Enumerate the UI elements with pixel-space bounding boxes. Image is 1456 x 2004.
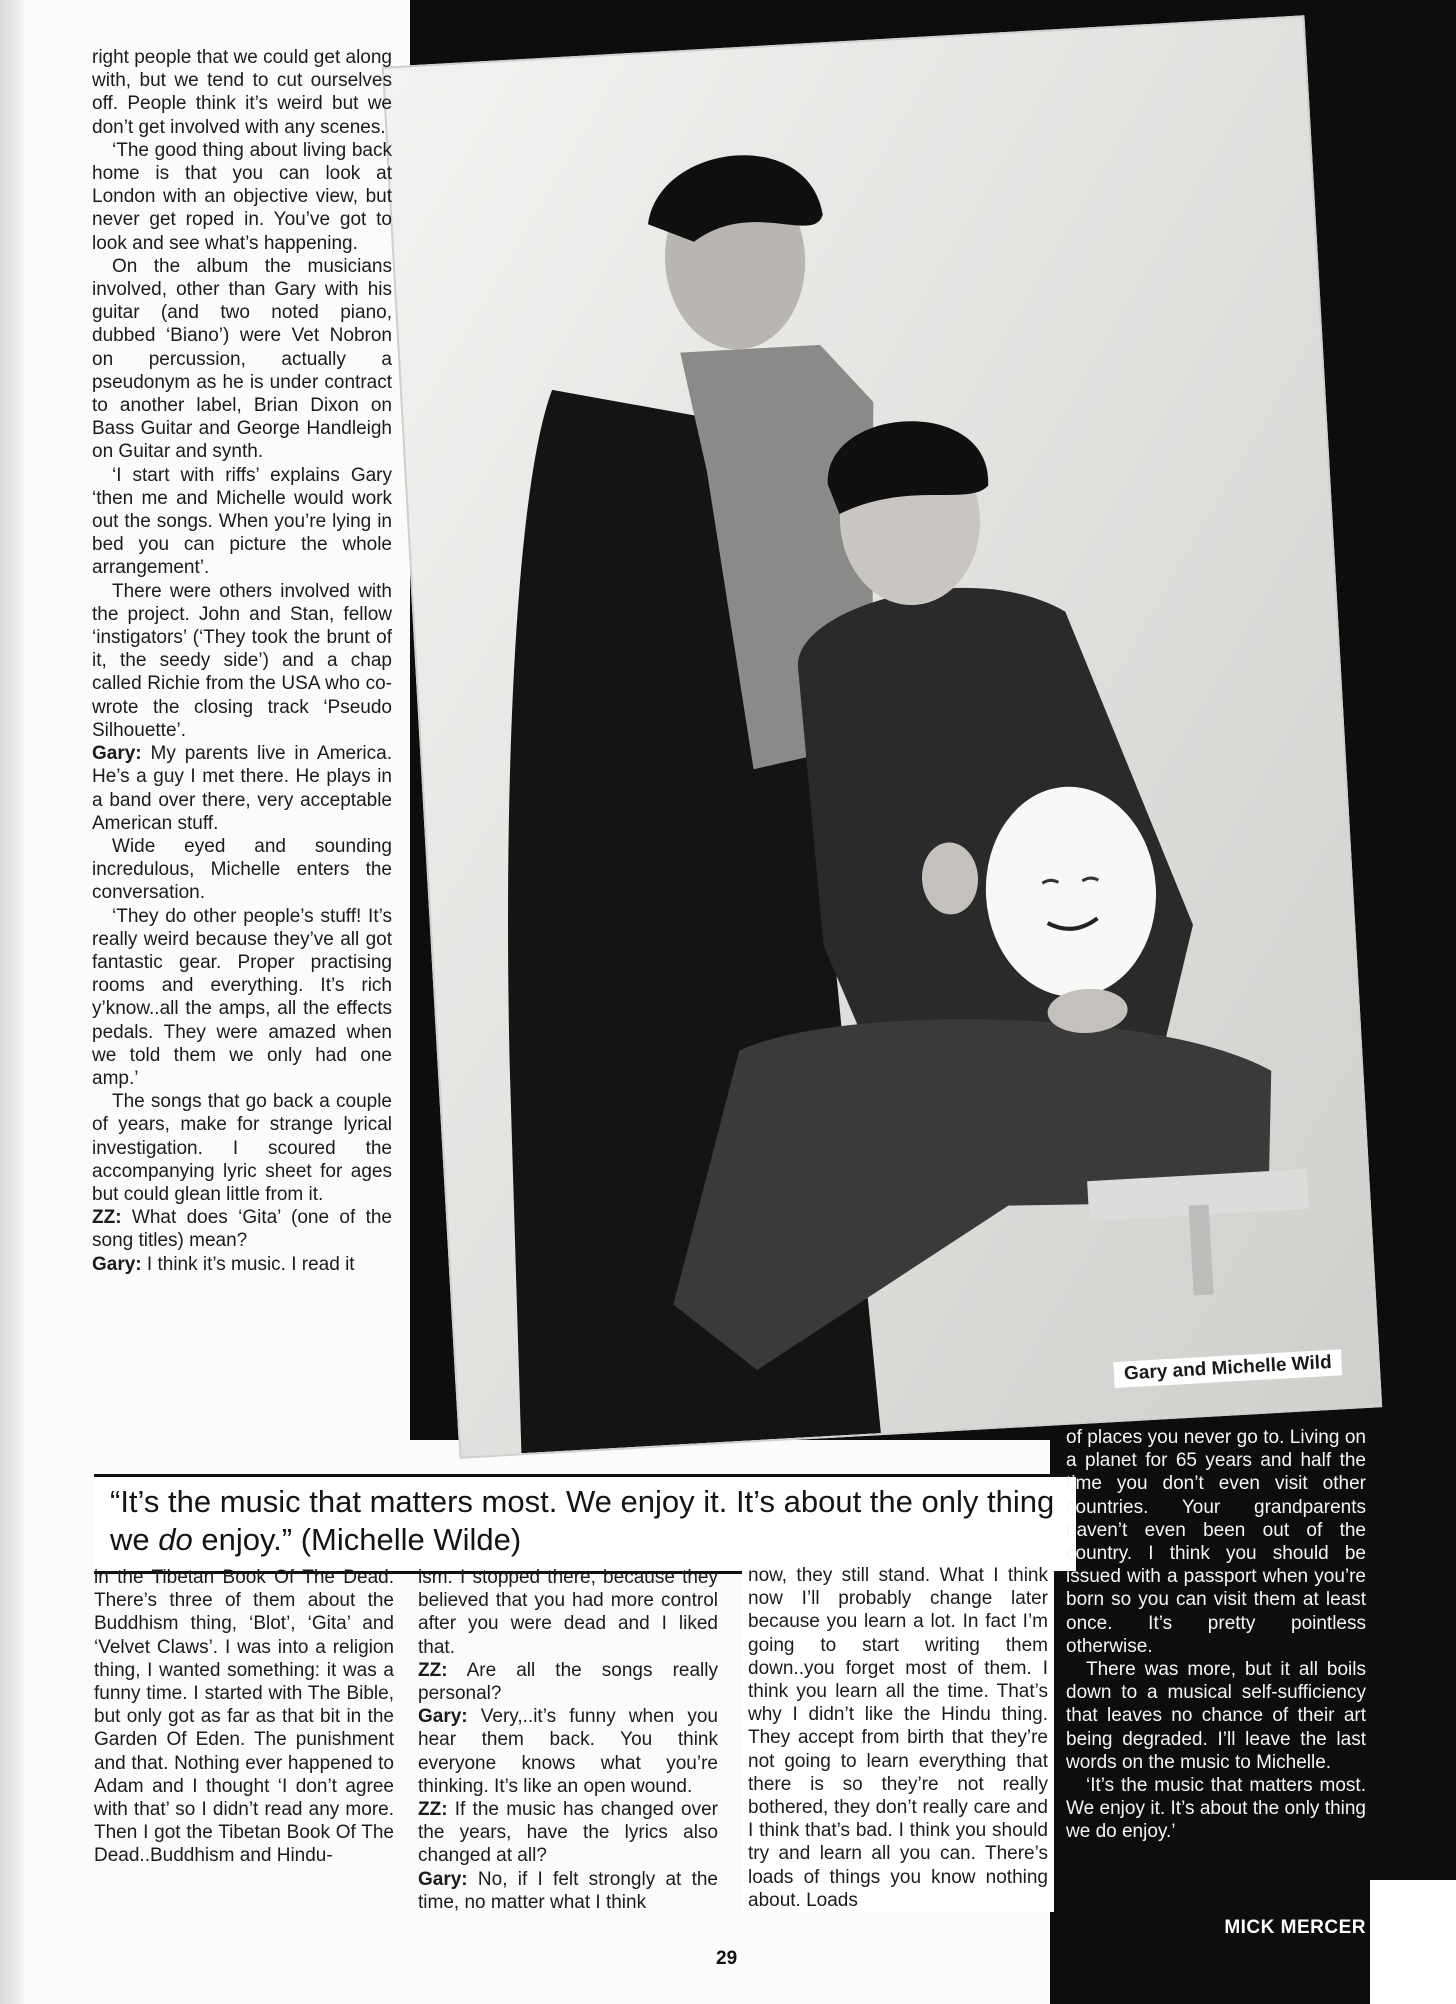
speaker-label: ZZ: [92,1207,122,1229]
paragraph-text: There were others involved with the project. John and Stan, fellow ‘instigators’ (‘They took the brunt of it, the seedy side’) and a chap called Richie from the USA who co-wrote the closing track ‘Pseudo Silhouette’. [92,580,392,741]
byline: MICK MERCER [1224,1917,1366,1938]
binding-gutter [0,0,24,2004]
paragraph [94,1566,394,1868]
paragraph-text: The songs that go back a couple of years, make for strange lyrical investigation. I scoured the accompanying lyric sheet for ages but could glean little from it. [92,1091,392,1205]
paragraph [92,580,392,742]
speaker-label: ZZ: [418,1799,448,1821]
paragraph-text: I think it’s music. I read it [141,1253,355,1275]
band-photo [382,15,1382,1458]
paragraph-text: ‘It’s the music that matters most. We enjoy it. It’s about the only thing we do enjoy.’ [1066,1775,1366,1843]
paragraph [92,835,392,905]
paragraph-text: There was more, but it all boils down to a musical self-sufficiency that leaves no chance of their art being degraded. I’ll leave the last words on the music to Michelle. [1066,1659,1366,1773]
band-photo-illustration [384,17,1380,1456]
speaker-label: Gary: [92,1253,142,1275]
paragraph [92,464,392,580]
paragraph [418,1659,718,1705]
paragraph-text: right people that we could get along with, but we tend to cut ourselves off. People think it’s weird but we don’t get involved with any scenes. [92,47,392,138]
paragraph-text: Very,..it’s funny when you hear them back. You think everyone knows what you’re thinking. It’s like an open wound. [418,1706,718,1797]
paragraph-text: What does ‘Gita’ (one of the song titles) mean? [92,1207,392,1252]
paragraph-text: ‘I start with riffs’ explains Gary ‘then me and Michelle would work out the songs. When you’re lying in bed you can picture the whole arrangement’. [92,464,392,579]
paragraph-text: ‘They do other people’s stuff! It’s really weird because they’ve all got fantastic gear. Proper practising rooms and everything. It’s rich y’know..all the amps, all the effects pedals. They were amazed when we told them we only had one amp.’ [92,905,392,1089]
pull-quote-part1: “It’s the music that matters most. We enjoy it. It’s about the only thing we [110,1484,1055,1557]
paragraph-text: now, they still stand. What I think now I’ll probably change later because you learn a lot. In fact I’m going to start writing them down..you forget most of them. I think you learn all the time. That’s why I didn’t like the Hindu thing. They accept from birth that they’re not going to learn everything that there is so they’re not really bothered, they don’t really care and I think that’s bad. I think you should try and learn all you can. There’s loads of things you know nothing about. Loads [748,1565,1048,1911]
pull-quote-part2: enjoy.” (Michelle Wilde) [192,1522,522,1557]
paragraph-text: in the Tibetan Book Of The Dead. There’s three of them about the Buddhism thing, ‘Blot’, ‘Gita’ and ‘Velvet Claws’. I was into a religion thing, I wanted something: it was a funny time. I started with The Bible, but only got as far as that bit in the Garden Of Eden. The punishment and that. Nothing ever happened to Adam and I thought ‘I don’t agree with that’ so I didn’t read any more. Then I got the Tibetan Book Of The Dead..Buddhism and Hindu- [94,1567,394,1867]
paragraph-text: If the music has changed over the years, have the lyrics also changed at all? [418,1799,718,1867]
speaker-label: Gary: [92,743,142,765]
paragraph [92,255,392,464]
paragraph [92,1090,392,1206]
pull-quote-emphasis: do [158,1522,193,1557]
article-column-1 [92,46,392,1276]
paragraph [418,1566,718,1659]
article-column-3 [418,1566,718,1914]
paragraph-text: ‘The good thing about living back home is that you can look at London with an objective view, but never get roped in. You’ve got to look and see what’s happening. [92,139,392,254]
paragraph [92,1206,392,1252]
paragraph [418,1705,718,1798]
paragraph-text: On the album the musicians involved, other than Gary with his guitar (and two noted piano, dubbed ‘Biano’) were Vet Nobron on percussion, actually a pseudonym as he is under contract to another label, Brian Dixon on Bass Guitar and George Handleigh on Guitar and synth. [92,255,392,463]
speaker-label: Gary: [418,1706,468,1728]
paragraph-text: ism. I stopped there, because they believed that you had more control after you were dead and I liked that. [418,1567,718,1658]
paragraph [92,905,392,1091]
paragraph [418,1868,718,1914]
speaker-label: ZZ: [418,1659,448,1681]
article-column-5 [1066,1426,1366,1844]
paragraph [92,139,392,255]
article-column-4 [742,1560,1054,1912]
article-column-2 [94,1566,394,1868]
page-corner [1370,1880,1456,2004]
photo-caption: Gary and Michelle Wild [1113,1349,1342,1388]
page-number: 29 [716,1948,738,1969]
paragraph [748,1564,1048,1912]
paragraph-text: of places you never go to. Living on a planet for 65 years and half the time you don’t even visit other countries. Your grandparents haven’t even been out of the country. I think you should be issued with a passport when you’re born so you can visit them at least once. It’s pretty pointless otherwise. [1066,1427,1366,1657]
paragraph-text: Wide eyed and sounding incredulous, Michelle enters the conversation. [92,835,392,904]
paragraph [92,1253,392,1276]
paragraph-text: No, if I felt strongly at the time, no matter what I think [418,1868,718,1913]
paragraph-text: My parents live in America. He’s a guy I met there. He plays in a band over there, very acceptable American stuff. [92,743,392,834]
paragraph-text: Are all the songs really personal? [418,1659,718,1705]
paragraph [1066,1426,1366,1658]
speaker-label: Gary: [418,1868,468,1890]
paragraph [418,1798,718,1868]
paragraph [1066,1774,1366,1844]
paragraph [92,742,392,835]
paragraph [92,46,392,139]
pull-quote [94,1474,1076,1574]
paragraph [1066,1658,1366,1774]
